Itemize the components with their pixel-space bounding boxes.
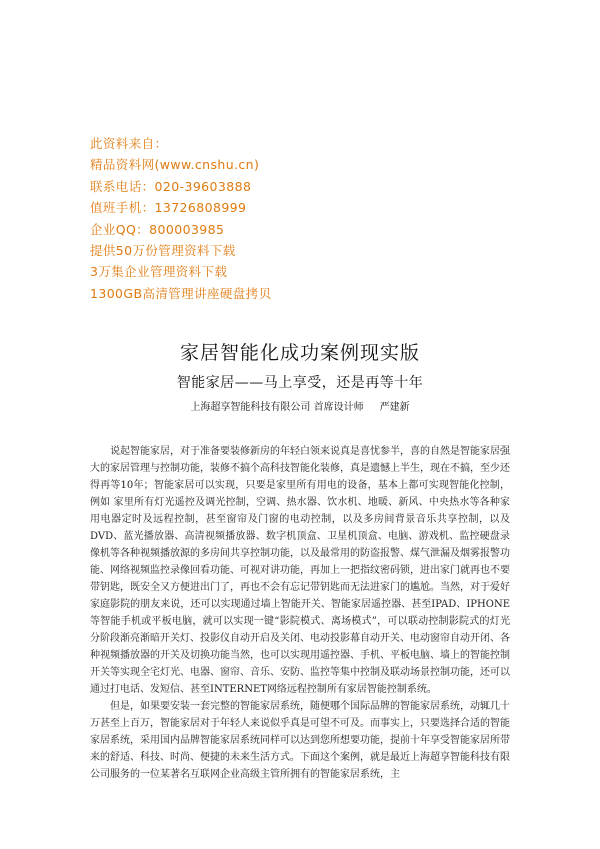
ad-line-phone: 联系电话：020-39603888 [90,178,252,194]
author-name: 严建新 [379,402,410,413]
article-author [0,398,600,413]
article-title: 家居智能化成功案例现实版 [179,342,420,364]
article-paragraph: 但是，如果要安装一套完整的智能家居系统，随便哪个国际品牌的智能家居系统，动辄几十万甚至上百万，智能家居对于年轻人来说似乎真是可望不可及。而事实上，只要选择合适的智能家居系统，采用国内品牌智能家居系统同样可以达到您所想要功能，提前十年享受智能家居所带来的舒适、科技、时尚、便捷的未来生活方式。下面这个案例，就是最近上海超享智能科技有限公司服务的一位某著名互联网企业高级主管所拥有的智能家居系统，主 [90,701,510,780]
article-subtitle: 智能家居——马上享受，还是再等十年 [176,375,424,391]
ad-line-website: 精品资料网(www.cnshu.cn) [90,157,260,173]
ad-line-source: 此资料来自： [90,136,168,151]
article-paragraph: 说起智能家居，对于准备要装修新房的年轻白领来说真是喜忧参半，喜的自然是智能家居强大的家居管理与控制功能，装修不搞个高科技智能化装修，真是遗憾上半生，现在不搞，至少还得再等10年；智能家居可以实现，只要是家里所有用电的设备，基本上都可实现智能化控制，例如 家里所有灯光遥控及调光控制，空调、热水器、饮水机、地暖、新风、中央热水等各种家用电器定时及远程控制，甚至窗帘及门窗的电动控制，以及多房间背景音乐共享控制，以及DVD、蓝光播放器、高清视频播放器、数字机顶盒、卫星机顶盒、电脑、游戏机、监控硬盘录像机等各种视频播放源的多房间共享控制功能，以及最常用的防盗报警、煤气泄漏及烟雾报警功能、网络视频监控录像回看功能、可视对讲功能，再加上一把指纹密码锁，进出家门就再也不要带钥匙，既安全又方便进出门了，再也不会有忘记带钥匙而无法进家门的尴尬。当然，对于爱好家庭影院的朋友来说，还可以实现通过墙上智能开关、智能家居遥控器、甚至IPAD、IPHONE等智能手机或平板电脑，就可以实现一键“影院模式、离场模式”，可以联动控制影院式的灯光分阶段渐亮渐暗开关灯、投影仪自动开启及关闭、电动投影幕自动开关、电动窗帘自动开闭、各种视频播放器的开关及切换功能当然，也可以实现用遥控器、手机、平板电脑、墙上的智能控制开关等实现全宅灯光、电器、窗帘、音乐、安防、监控等集中控制及联动场景控制功能，还可以通过打电话、发短信、甚至INTERNET网络远程控制所有家居智能控制系统。 [90,446,510,695]
ad-line-offer-2: 3万集企业管理资料下载 [90,264,228,280]
ad-block [90,133,470,304]
article-body [90,443,510,783]
ad-line-offer-1: 提供50万份管理资料下载 [90,243,236,259]
author-org: 上海超享智能科技有限公司 首席设计师 [190,402,364,413]
ad-line-offer-3: 1300GB高清管理讲座硬盘拷贝 [90,285,272,301]
ad-line-mobile: 值班手机：13726808999 [90,200,247,216]
ad-line-qq: 企业QQ：800003985 [90,221,225,237]
